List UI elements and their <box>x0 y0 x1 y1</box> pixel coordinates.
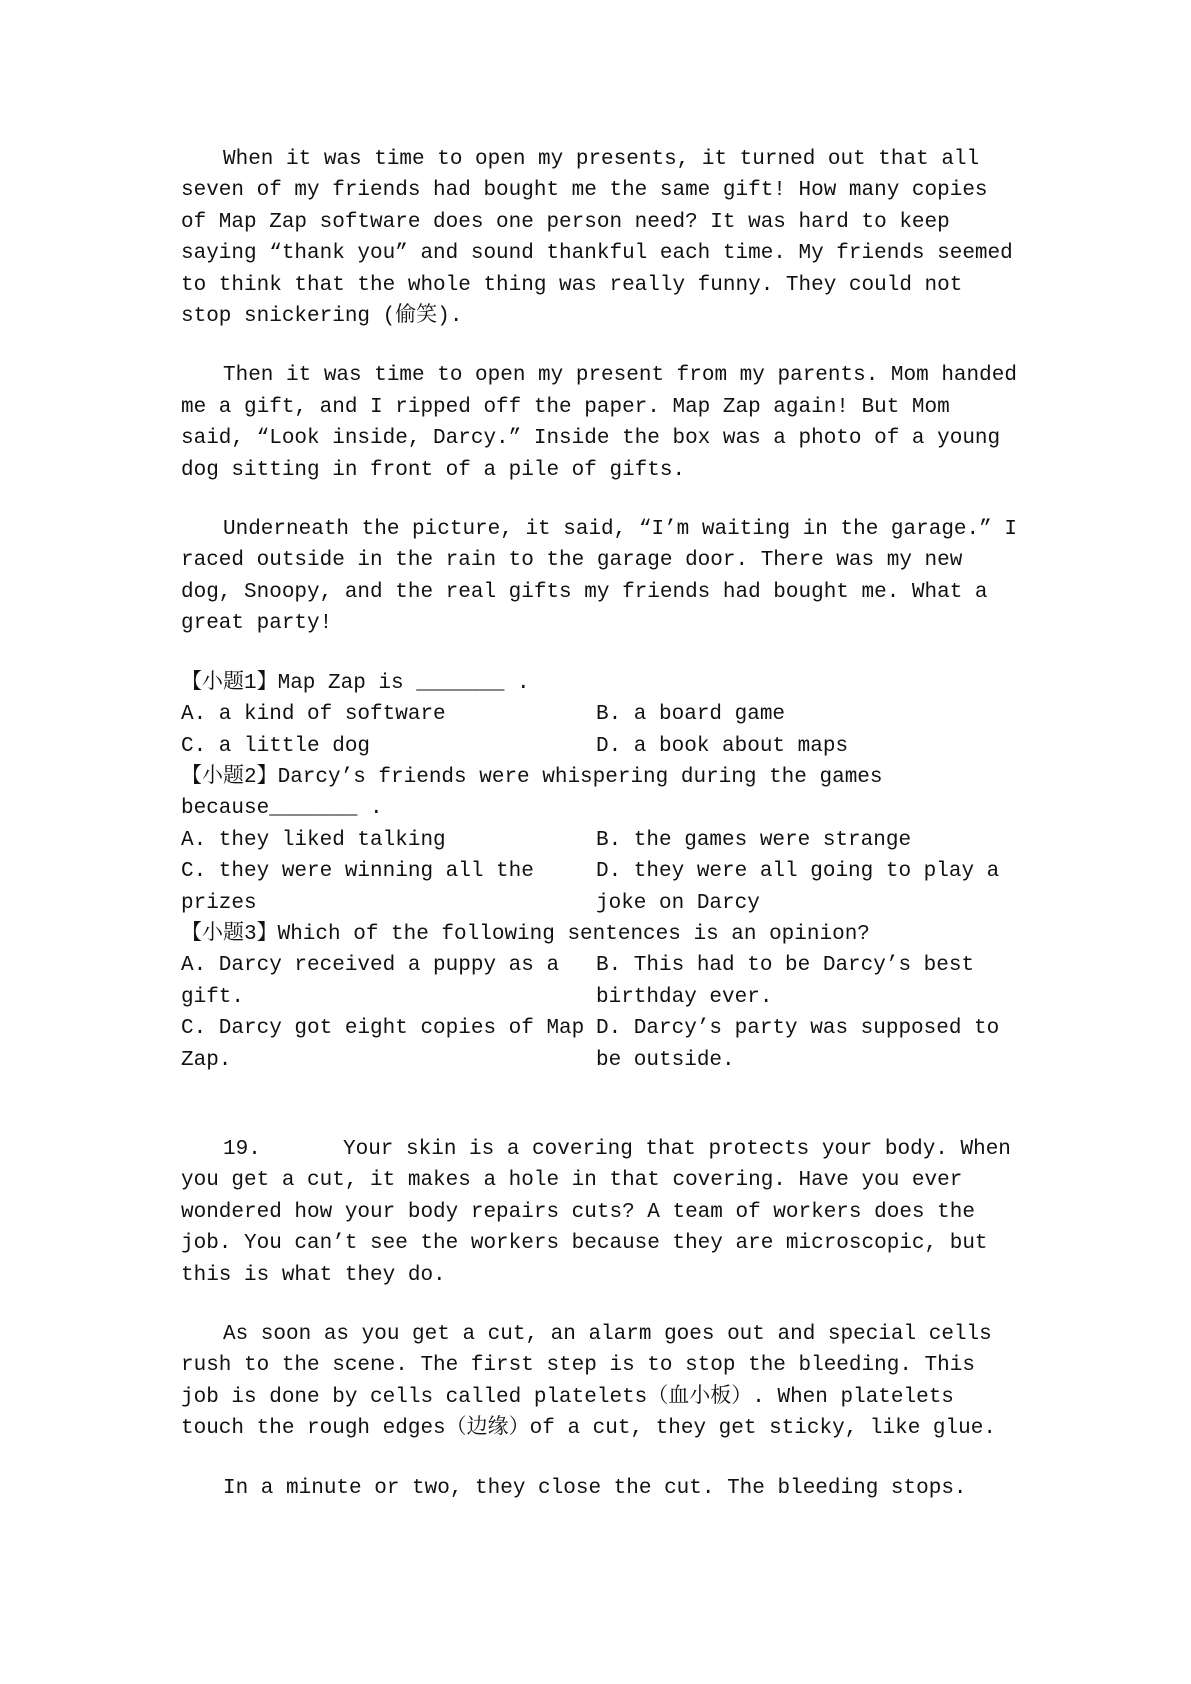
question-3-option-b: B. This had to be Darcy’s best birthday ever. <box>596 954 975 1009</box>
question-3 <box>181 919 1021 1076</box>
question-3-option-a: A. Darcy received a puppy as a gift. <box>181 954 560 1009</box>
passage2-number: 19. <box>223 1137 261 1161</box>
question-1-option-c: C. a little dog <box>181 734 371 758</box>
question-1-options <box>181 699 1021 762</box>
document-page <box>181 144 1021 1532</box>
question-3-option-c: C. Darcy got eight copies of Map Zap. <box>181 1017 585 1072</box>
section-spacer <box>181 1076 1021 1134</box>
passage2-paragraph-3: In a minute or two, they close the cut. The bleeding stops. <box>223 1476 967 1500</box>
question-1-option-d: D. a book about maps <box>596 734 849 758</box>
question-2-option-c: C. they were winning all the prizes <box>181 860 534 915</box>
question-1-option-b: B. a board game <box>596 703 786 727</box>
question-1 <box>181 668 1021 762</box>
question-2-option-a: A. they liked talking <box>181 828 446 852</box>
question-3-options <box>181 950 1021 1076</box>
question-2 <box>181 762 1021 919</box>
passage1-paragraph-2: Then it was time to open my present from my parents. Mom handed me a gift, and I ripped off the paper. Map Zap again! But Mom said, “Look inside, Darcy.” Inside the box was a photo of a young dog sitting in front of a pile of gifts. <box>181 364 1017 482</box>
question-3-stem: 【小题3】Which of the following sentences is an opinion? <box>181 922 870 946</box>
question-2-options <box>181 825 1021 919</box>
question-1-stem: 【小题1】Map Zap is _______ . <box>181 671 530 695</box>
question-2-option-b: B. the games were strange <box>596 828 912 852</box>
passage2-paragraph-1-text: Your skin is a covering that protects your body. When you get a cut, it makes a hole in that covering. Have you ever wondered how your body repairs cuts? A team of workers does the job. You can’t see the workers because they are microscopic, but this is what they do. <box>181 1137 1011 1287</box>
question-3-option-d: D. Darcy’s party was supposed to be outside. <box>596 1017 1000 1072</box>
passage2-paragraph-2: As soon as you get a cut, an alarm goes out and special cells rush to the scene. The first step is to stop the bleeding. This job is done by cells called platelets（血小板）. When platelets touch the rough edges（边缘）of a cut, they get sticky, like glue. <box>181 1323 996 1441</box>
passage2-paragraph-1 <box>181 1134 1021 1291</box>
question-1-option-a: A. a kind of software <box>181 703 446 727</box>
question-2-option-d: D. they were all going to play a joke on Darcy <box>596 860 1000 915</box>
passage1-paragraph-1: When it was time to open my presents, it turned out that all seven of my friends had bought me the same gift! How many copies of Map Zap software does one person need? It was hard to keep saying “thank you” and sound thankful each time. My friends seemed to think that the whole thing was really funny. They could not stop snickering (偷笑). <box>181 148 1013 329</box>
passage1-paragraph-3: Underneath the picture, it said, “I’m waiting in the garage.” I raced outside in the rain to the garage door. There was my new dog, Snoopy, and the real gifts my friends had bought me. What a great party! <box>181 518 1017 636</box>
question-2-stem: 【小题2】Darcy’s friends were whispering during the games because_______ . <box>181 765 883 821</box>
